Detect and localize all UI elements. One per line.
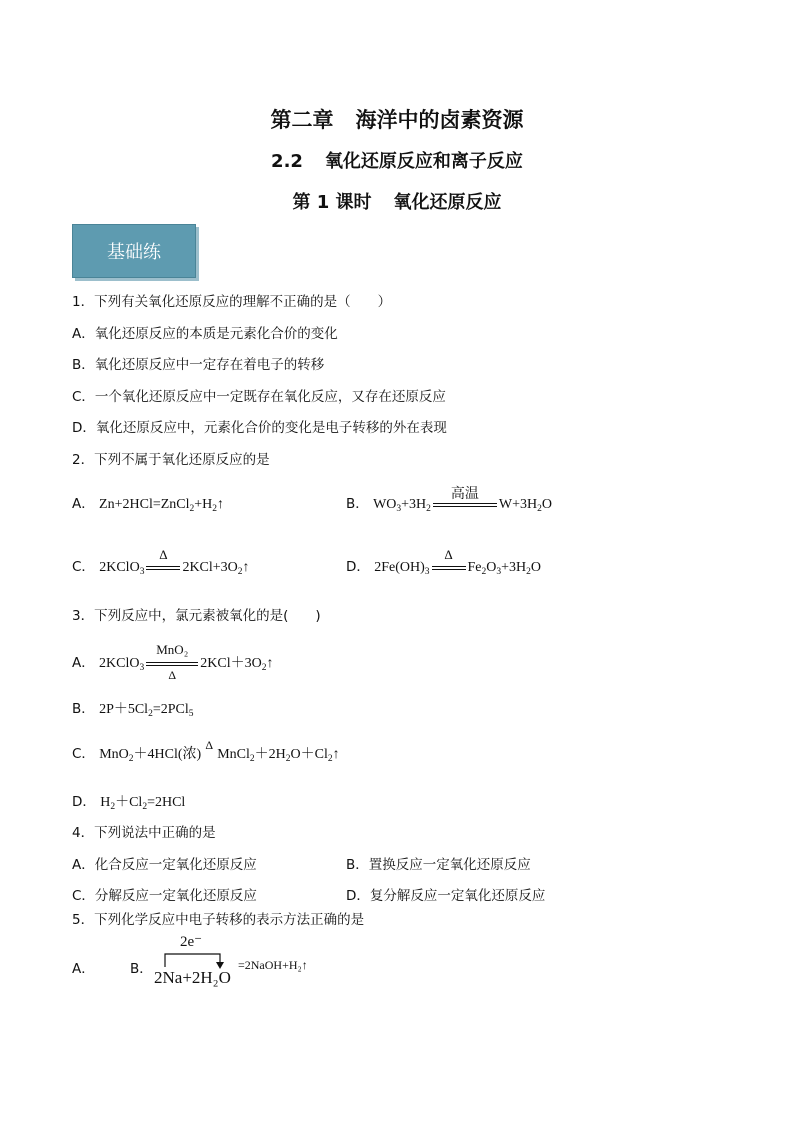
q3-option-b[interactable]: B． $2P+5Cl_2=2PCl_5$	[72, 701, 194, 719]
electron-label: 2e⁻	[180, 934, 203, 950]
q2-option-c[interactable]: C． 2KClO$_3$ Δ $2KCl+3O_2↑$	[72, 546, 250, 577]
section-title: 2.2 氧化还原反应和离子反应	[271, 151, 523, 172]
reaction-arrow: Δ	[205, 737, 214, 752]
q4-option-d[interactable]: D．复分解反应一定氧化还原反应	[346, 888, 546, 904]
q2-c-equation: 2KClO$_3$ Δ $2KCl+3O_2↑$	[99, 546, 250, 577]
q4-option-c[interactable]: C．分解反应一定氧化还原反应	[72, 888, 257, 904]
reaction-arrow: 高温	[433, 503, 497, 507]
q4-option-b[interactable]: B．置换反应一定氧化还原反应	[346, 857, 531, 873]
reaction-arrow: Δ	[146, 566, 180, 570]
q5-stem: 5．下列化学反应中电子转移的表示方法正确的是	[72, 912, 365, 928]
q3-a-equation: 2KClO$_3$ MnO₂ Δ $2KCl+3O_2↑$	[99, 641, 274, 682]
products: =2NaOH+H₂↑	[238, 958, 308, 972]
q1-option-c[interactable]: C．一个氧化还原反应中一定既存在氧化反应，又存在还原反应	[72, 389, 446, 405]
q1-option-d[interactable]: D．氧化还原反应中，元素化合价的变化是电子转移的外在表现	[72, 420, 447, 436]
q3-option-d[interactable]: D． $H_2+Cl_2=2HCl$	[72, 794, 186, 812]
q2-b-equation: $WO_3+3H_2$ 高温 $W+3H_2O$	[373, 486, 553, 514]
q4-stem: 4．下列说法中正确的是	[72, 825, 216, 841]
q3-b-equation: $2P+5Cl_2=2PCl_5$	[99, 702, 194, 719]
q1-option-a[interactable]: A．氧化还原反应的本质是元素化合价的变化	[72, 326, 338, 342]
q2-a-equation: $Zn+2HCl=ZnCl_2+H_2↑$	[99, 497, 225, 514]
q2-option-d[interactable]: D． $2Fe(OH)_3$ Δ $Fe_2O_3+3H_2O$	[346, 546, 542, 577]
lesson-title: 第 1 课时 氧化还原反应	[292, 192, 502, 213]
q4-option-a[interactable]: A．化合反应一定氧化还原反应	[72, 857, 257, 873]
q5-option-b-diagram[interactable]	[154, 932, 344, 992]
q1-option-b[interactable]: B．氧化还原反应中一定存在着电子的转移	[72, 357, 325, 373]
q5-option-a[interactable]: A．	[72, 961, 95, 977]
q3-c-equation: MnO$_2$＋4HCl(浓) Δ $MnCl_2+2H_2O+Cl_2↑$	[99, 737, 340, 764]
q2-d-equation: $2Fe(OH)_3$ Δ $Fe_2O_3+3H_2O$	[374, 546, 542, 577]
q2-stem: 2．下列不属于氧化还原反应的是	[72, 452, 270, 468]
q3-option-a[interactable]: A． 2KClO$_3$ MnO₂ Δ $2KCl+3O_2↑$	[72, 641, 274, 682]
reaction-arrow: MnO₂ Δ	[146, 662, 198, 666]
reactants: 2Na+2H₂O	[154, 968, 231, 987]
q1-stem: 1．下列有关氧化还原反应的理解不正确的是（ ）	[72, 294, 392, 310]
q3-option-c[interactable]: C． MnO$_2$＋4HCl(浓) Δ $MnCl_2+2H_2O+Cl_2↑$	[72, 737, 340, 764]
section-badge: 基础练	[72, 224, 196, 278]
reaction-arrow: Δ	[432, 566, 466, 570]
q2-option-a[interactable]: A． $Zn+2HCl=ZnCl_2+H_2↑$	[72, 496, 225, 514]
q3-stem: 3．下列反应中，氯元素被氧化的是( )	[72, 608, 321, 624]
chapter-title: 第二章 海洋中的卤素资源	[270, 108, 524, 132]
q3-d-equation: $H_2+Cl_2=2HCl$	[100, 795, 186, 812]
q2-option-b[interactable]: B． $WO_3+3H_2$ 高温 $W+3H_2O$	[346, 486, 553, 514]
q5-option-b-label[interactable]: B．	[130, 961, 153, 977]
